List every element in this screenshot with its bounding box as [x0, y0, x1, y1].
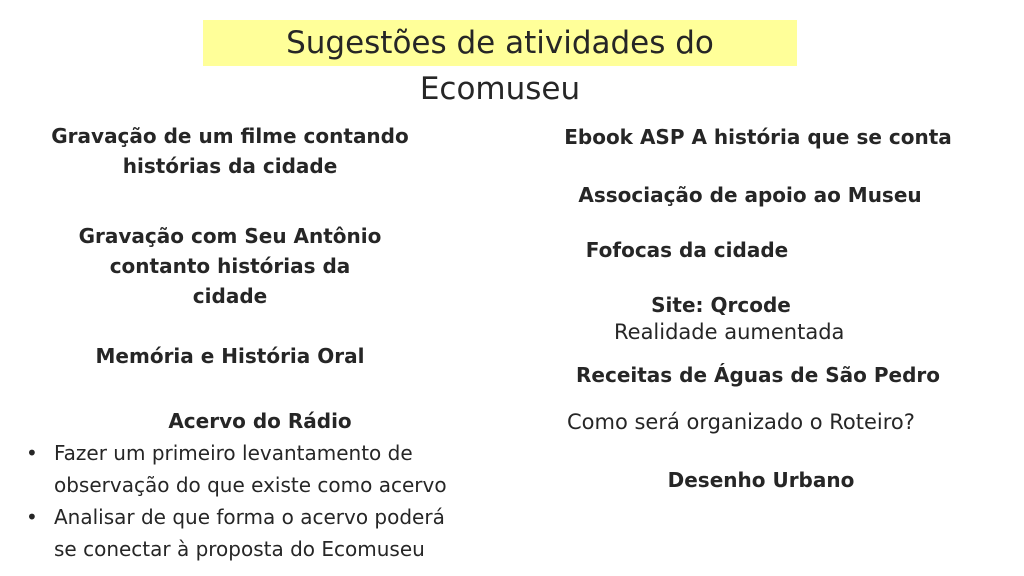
bullet-item — [24, 501, 494, 565]
activity-film-line2: histórias da cidade — [122, 154, 338, 178]
bullet-2-line2: se conectar à proposta do Ecomuseu — [54, 537, 425, 561]
activity-radio-collection: Acervo do Rádio — [168, 409, 352, 433]
slide-title: Sugestões de atividades do Ecomuseu — [203, 20, 797, 66]
bullet-dot: • — [26, 505, 38, 529]
activity-antonio-line1: Gravação com Seu Antônio — [78, 224, 382, 248]
bullet-1-line2: observação do que existe como acervo — [54, 473, 447, 497]
activity-recipes: Receitas de Águas de São Pedro — [576, 363, 940, 387]
activity-urban-design: Desenho Urbano — [667, 468, 855, 492]
bullet-2-line1: Analisar de que forma o acervo poderá — [54, 505, 445, 529]
activity-city-gossip: Fofocas da cidade — [585, 238, 789, 262]
activity-seu-antonio — [40, 221, 420, 311]
activity-film-line1: Gravação de um filme contando — [51, 124, 409, 148]
activity-site-qrcode: Site: Qrcode — [651, 293, 791, 317]
bullet-item — [24, 437, 494, 501]
activity-antonio-line3: cidade — [192, 284, 268, 308]
activity-film-recording — [40, 121, 420, 181]
activity-oral-history: Memória e História Oral — [95, 344, 365, 368]
activity-antonio-line2: contanto histórias da — [109, 254, 351, 278]
roteiro-question: Como será organizado o Roteiro? — [567, 410, 915, 434]
activity-support-association: Associação de apoio ao Museu — [578, 183, 922, 207]
radio-collection-bullets — [24, 437, 494, 565]
bullet-dot: • — [26, 441, 38, 465]
bullet-1-line1: Fazer um primeiro levantamento de — [54, 441, 413, 465]
activity-ebook: Ebook ASP A história que se conta — [564, 125, 952, 149]
augmented-reality-note: Realidade aumentada — [614, 320, 845, 344]
